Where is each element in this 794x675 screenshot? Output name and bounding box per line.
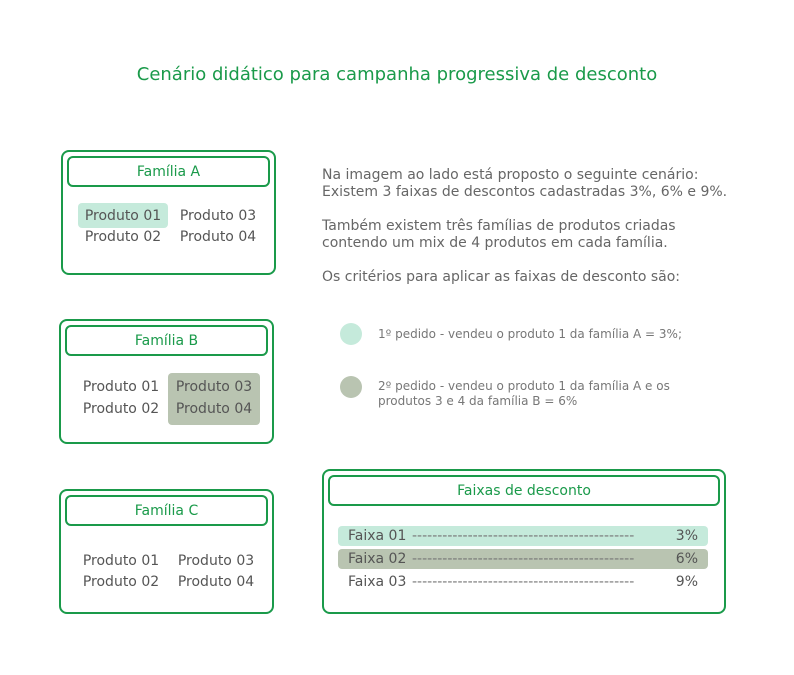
tier-value: 9% [675, 574, 698, 590]
family-card-header: Família C [65, 495, 268, 526]
family-card-b [59, 319, 274, 444]
product-item: Produto 04 [177, 574, 255, 590]
description-line: Os critérios para aplicar as faixas de desconto são: [322, 269, 681, 285]
criteria-text: 2º pedido - vendeu o produto 1 da família A e os [378, 379, 670, 393]
description-line: contendo um mix de 4 produtos em cada família. [322, 235, 668, 251]
product-item: Produto 04 [179, 229, 257, 245]
tier-label: Faixa 02 [348, 551, 407, 567]
tier-label: Faixa 03 [348, 574, 407, 590]
tier-value: 3% [675, 528, 698, 544]
family-card-header: Família A [67, 156, 270, 187]
criteria-text: produtos 3 e 4 da família B = 6% [378, 394, 578, 408]
product-item: Produto 02 [82, 574, 160, 590]
family-card-c [59, 489, 274, 614]
description-line: Existem 3 faixas de descontos cadastradas 3%, 6% e 9%. [322, 184, 728, 200]
criteria-text: 1º pedido - vendeu o produto 1 da família A = 3%; [378, 327, 682, 341]
tier-value: 6% [675, 551, 698, 567]
product-item: Produto 04 [175, 401, 253, 417]
product-item: Produto 02 [84, 229, 162, 245]
product-item: Produto 01 [82, 553, 160, 569]
discount-tiers-header: Faixas de desconto [328, 475, 720, 506]
product-item: Produto 02 [82, 401, 160, 417]
tier-row-1 [338, 526, 708, 546]
page-title: Cenário didático para campanha progressiva de desconto [136, 64, 658, 85]
family-card-a [61, 150, 276, 275]
criteria-dot-sage [340, 376, 362, 398]
tier-dashes: -------------------------------------------- [412, 528, 635, 544]
tier-row-3 [338, 572, 708, 592]
product-item: Produto 01 [84, 208, 162, 224]
criteria-dot-mint [340, 323, 362, 345]
tier-label: Faixa 01 [348, 528, 407, 544]
tier-dashes: -------------------------------------------- [412, 551, 635, 567]
product-item: Produto 03 [179, 208, 257, 224]
tier-row-2 [338, 549, 708, 569]
family-card-header: Família B [65, 325, 268, 356]
product-item: Produto 01 [82, 379, 160, 395]
description-line: Na imagem ao lado está proposto o seguinte cenário: [322, 167, 699, 183]
product-item: Produto 03 [175, 379, 253, 395]
product-item: Produto 03 [177, 553, 255, 569]
tier-dashes: -------------------------------------------- [412, 574, 635, 590]
description-line: Também existem três famílias de produtos criadas [322, 218, 676, 234]
